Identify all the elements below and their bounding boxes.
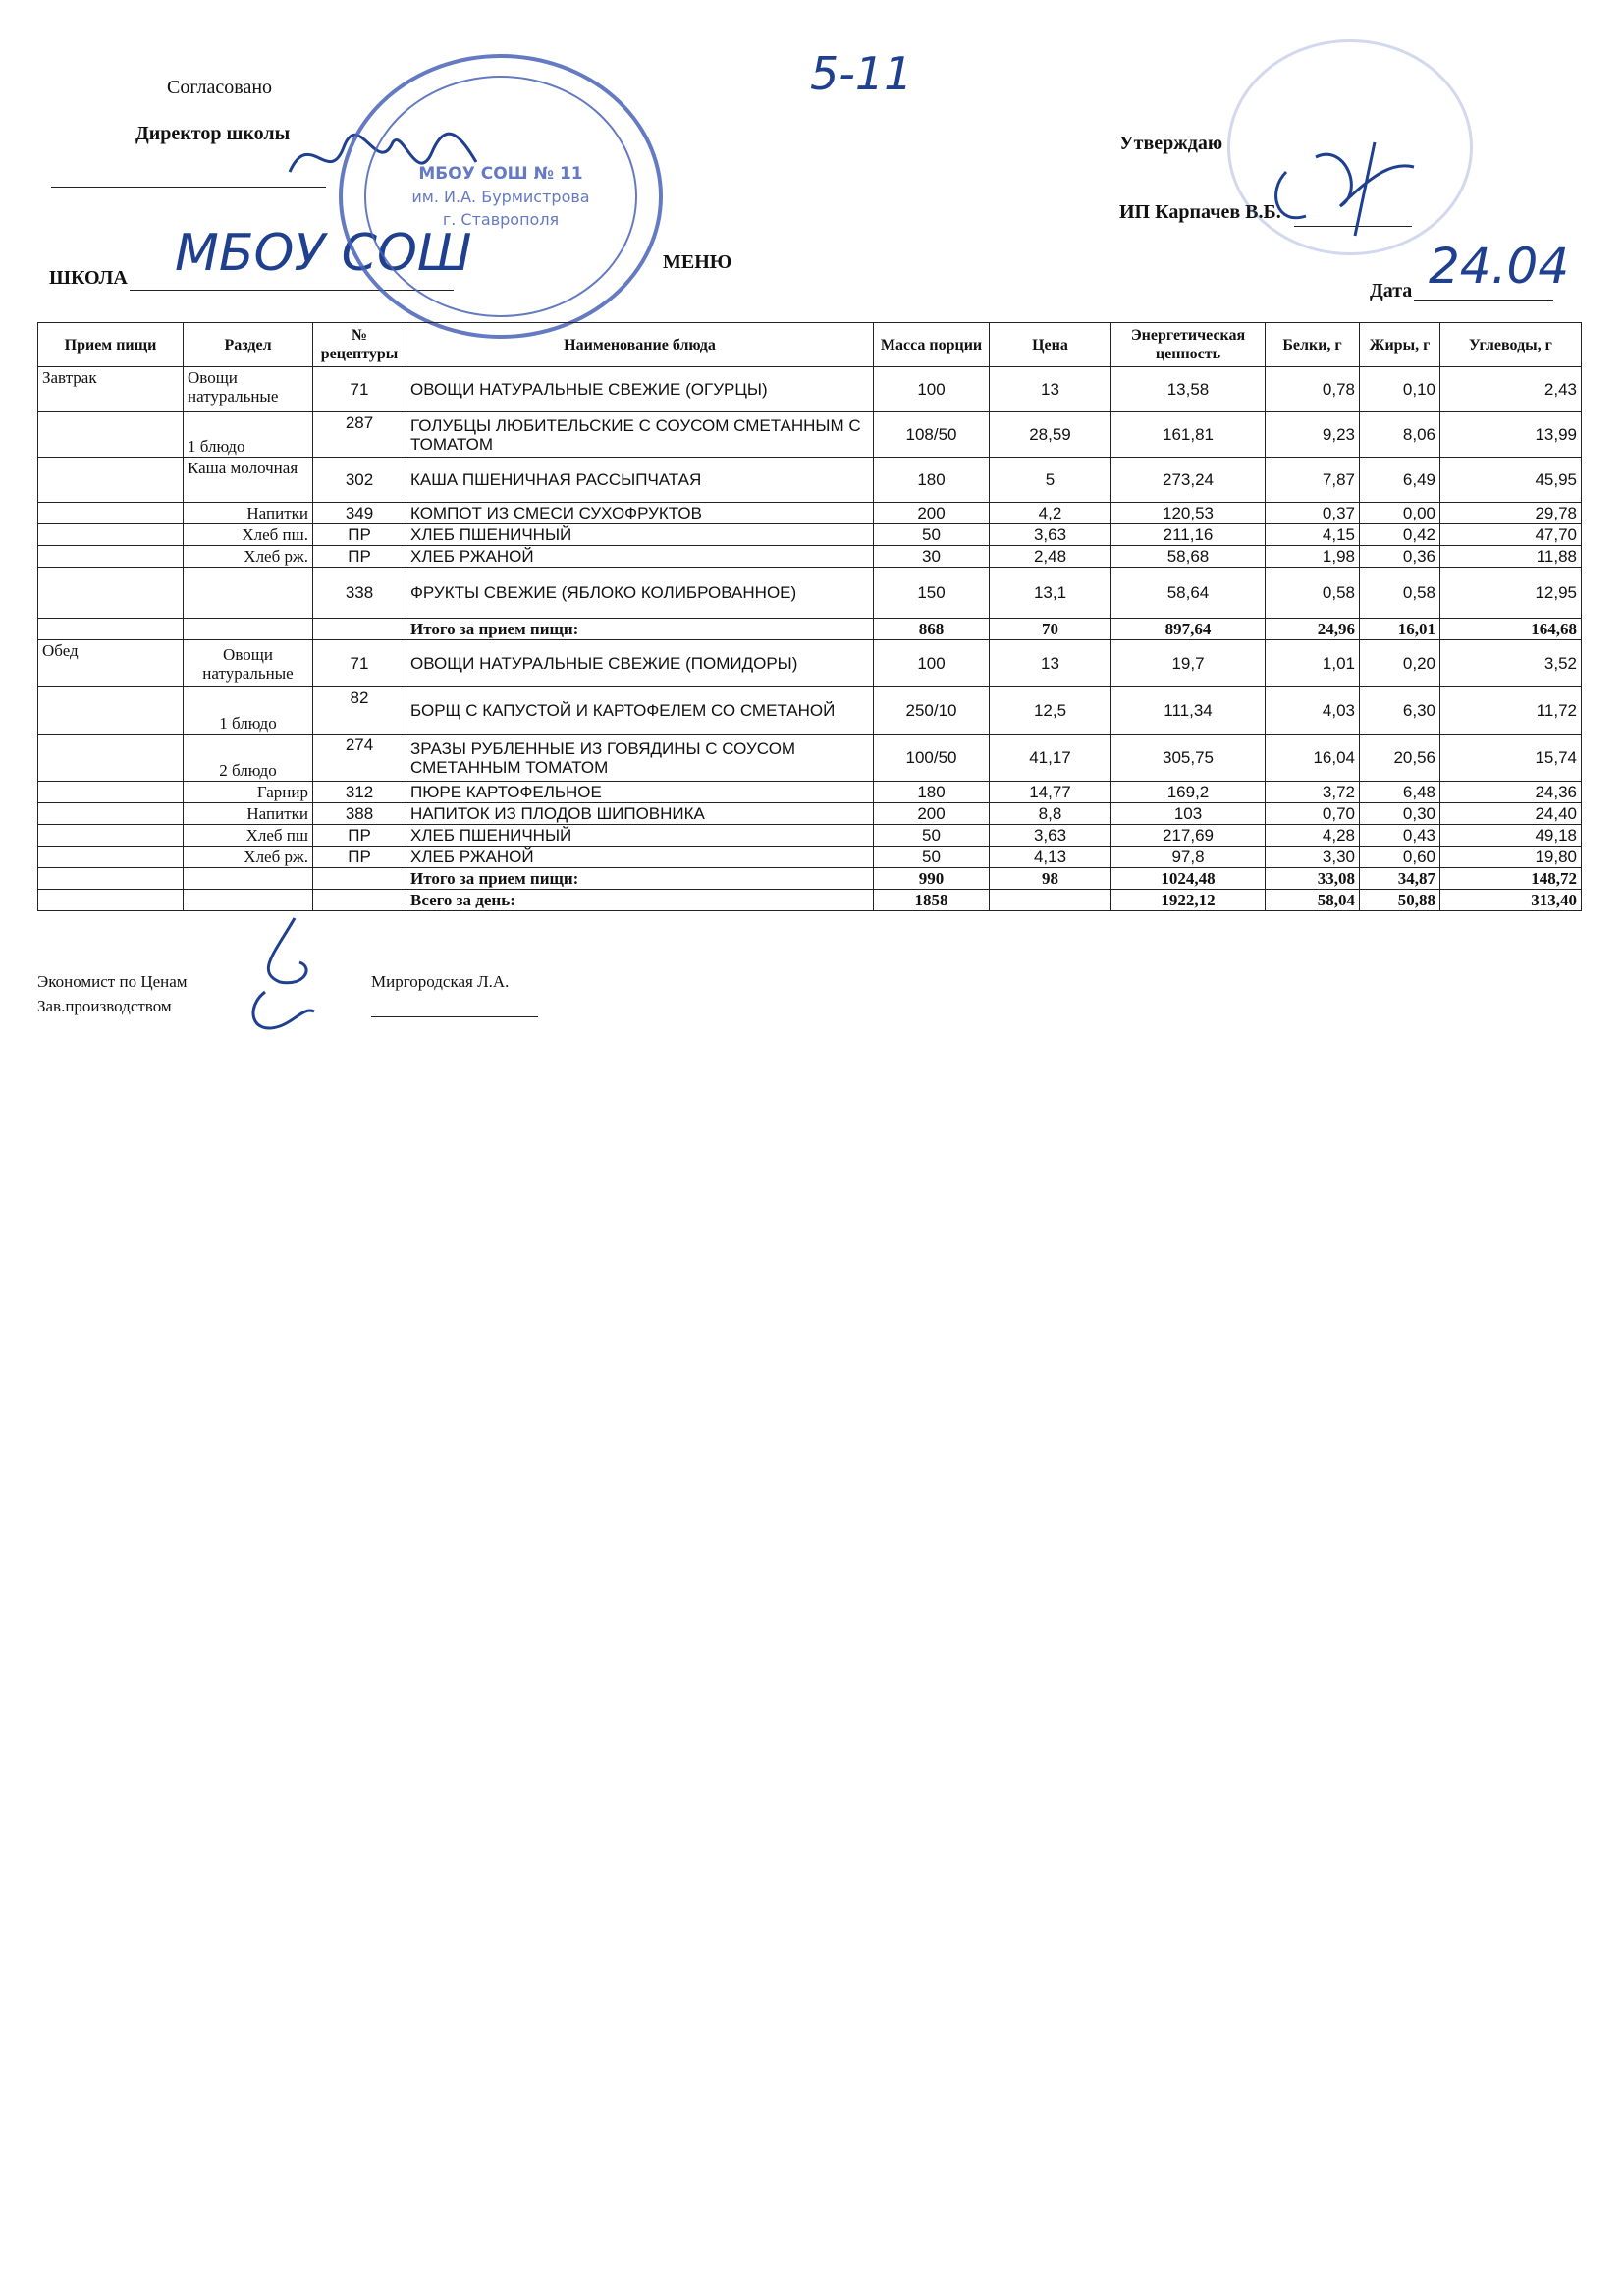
mass-cell: 100/50 [874,735,990,782]
day-total-energy: 1922,12 [1111,890,1266,911]
meal-lunch: Обед [38,640,184,687]
carbs-cell: 45,95 [1440,458,1582,503]
recipe-cell: ПР [313,825,406,847]
fat-cell: 0,42 [1360,524,1440,546]
energy-cell: 111,34 [1111,687,1266,735]
ip-label: ИП Карпачев В.Б. [1119,201,1281,223]
protein-cell: 0,37 [1266,503,1360,524]
school-stamp [339,54,663,339]
fat-cell: 6,48 [1360,782,1440,803]
price-cell: 28,59 [990,412,1111,458]
school-label: ШКОЛА [49,267,128,289]
dish-cell: КАША ПШЕНИЧНАЯ РАССЫПЧАТАЯ [406,458,874,503]
recipe-cell: 302 [313,458,406,503]
price-cell: 13 [990,640,1111,687]
mass-cell: 108/50 [874,412,990,458]
total-energy: 1024,48 [1111,868,1266,890]
dish-cell: ПЮРЕ КАРТОФЕЛЬНОЕ [406,782,874,803]
school-handwritten: МБОУ СОШ [175,224,472,283]
energy-cell: 58,64 [1111,568,1266,619]
dish-cell: ГОЛУБЦЫ ЛЮБИТЕЛЬСКИЕ С СОУСОМ СМЕТАННЫМ С ТОМАТОМ [406,412,874,458]
recipe-cell: 274 [313,735,406,782]
lunch-total-row [38,868,1582,890]
stamp-line3: г. Ставрополя [442,210,560,229]
protein-cell: 0,70 [1266,803,1360,825]
total-energy: 897,64 [1111,619,1266,640]
table-row [38,803,1582,825]
table-row [38,503,1582,524]
energy-cell: 273,24 [1111,458,1266,503]
protein-cell: 9,23 [1266,412,1360,458]
recipe-cell: 349 [313,503,406,524]
economist-label: Экономист по Ценам [37,972,188,991]
carbs-cell: 29,78 [1440,503,1582,524]
price-cell: 14,77 [990,782,1111,803]
dish-cell: ФРУКТЫ СВЕЖИЕ (ЯБЛОКО КОЛИБРОВАННОЕ) [406,568,874,619]
table-row [38,640,1582,687]
section-cell: Гарнир [184,782,313,803]
protein-cell: 3,72 [1266,782,1360,803]
table-row [38,546,1582,568]
agreed-label: Согласовано [167,77,273,98]
section-cell: Хлеб рж. [184,546,313,568]
section-cell: 2 блюдо [184,735,313,782]
recipe-cell: 82 [313,687,406,735]
fat-cell: 0,43 [1360,825,1440,847]
total-label: Итого за прием пищи: [406,619,874,640]
mass-cell: 100 [874,640,990,687]
recipe-cell: 338 [313,568,406,619]
fat-cell: 0,20 [1360,640,1440,687]
fat-cell: 0,00 [1360,503,1440,524]
price-cell: 3,63 [990,825,1111,847]
total-protein: 33,08 [1266,868,1360,890]
meal-breakfast: Завтрак [38,367,184,412]
fat-cell: 20,56 [1360,735,1440,782]
total-price: 98 [990,868,1111,890]
dish-cell: ХЛЕБ РЖАНОЙ [406,546,874,568]
table-header-row [38,323,1582,367]
total-fat: 34,87 [1360,868,1440,890]
fat-cell: 6,49 [1360,458,1440,503]
economist-signature [236,913,334,1041]
table-row [38,412,1582,458]
day-total-protein: 58,04 [1266,890,1360,911]
protein-cell: 4,15 [1266,524,1360,546]
table-row [38,458,1582,503]
mass-cell: 180 [874,458,990,503]
recipe-cell: 388 [313,803,406,825]
dish-cell: КОМПОТ ИЗ СМЕСИ СУХОФРУКТОВ [406,503,874,524]
section-cell: Напитки [184,803,313,825]
price-cell: 41,17 [990,735,1111,782]
stamp-line1: МБОУ СОШ № 11 [418,164,583,184]
recipe-cell: 287 [313,412,406,458]
section-cell: Хлеб рж. [184,847,313,868]
approve-label: Утверждаю [1119,133,1223,154]
carbs-cell: 15,74 [1440,735,1582,782]
col-mass: Масса порции [874,323,990,367]
table-row [38,367,1582,412]
table-row [38,782,1582,803]
stamp-line2: им. И.А. Бурмистрова [411,188,590,206]
date-label: Дата [1370,280,1413,301]
carbs-cell: 24,36 [1440,782,1582,803]
recipe-cell: 71 [313,367,406,412]
dish-cell: ЗРАЗЫ РУБЛЕННЫЕ ИЗ ГОВЯДИНЫ С СОУСОМ СМЕТАННЫМ ТОМАТОМ [406,735,874,782]
day-total-row [38,890,1582,911]
section-cell: Хлеб пш [184,825,313,847]
total-protein: 24,96 [1266,619,1360,640]
director-label: Директор школы [135,123,291,144]
breakfast-total-row [38,619,1582,640]
dish-cell: ОВОЩИ НАТУРАЛЬНЫЕ СВЕЖИЕ (ОГУРЦЫ) [406,367,874,412]
fat-cell: 0,36 [1360,546,1440,568]
energy-cell: 58,68 [1111,546,1266,568]
section-cell: Овощи натуральные [184,640,313,687]
price-cell: 8,8 [990,803,1111,825]
carbs-cell: 3,52 [1440,640,1582,687]
carbs-cell: 12,95 [1440,568,1582,619]
mass-cell: 200 [874,503,990,524]
mass-cell: 180 [874,782,990,803]
table-row [38,568,1582,619]
mass-cell: 200 [874,803,990,825]
mass-cell: 50 [874,847,990,868]
ip-stamp [1227,39,1473,255]
col-recipe: № рецептуры [313,323,406,367]
total-label: Итого за прием пищи: [406,868,874,890]
col-carbs: Углеводы, г [1440,323,1582,367]
carbs-cell: 2,43 [1440,367,1582,412]
section-cell: Овощи натуральные [184,367,313,412]
mass-cell: 150 [874,568,990,619]
protein-cell: 1,98 [1266,546,1360,568]
col-energy: Энергетическая ценность [1111,323,1266,367]
section-cell: 1 блюдо [184,412,313,458]
carbs-cell: 47,70 [1440,524,1582,546]
fat-cell: 6,30 [1360,687,1440,735]
energy-cell: 211,16 [1111,524,1266,546]
energy-cell: 120,53 [1111,503,1266,524]
price-cell: 5 [990,458,1111,503]
protein-cell: 4,28 [1266,825,1360,847]
recipe-cell: 312 [313,782,406,803]
mass-cell: 100 [874,367,990,412]
production-label: Зав.производством [37,997,172,1015]
section-cell [184,568,313,619]
dish-cell: ХЛЕБ ПШЕНИЧНЫЙ [406,524,874,546]
price-cell: 13,1 [990,568,1111,619]
carbs-cell: 11,72 [1440,687,1582,735]
col-meal: Прием пищи [38,323,184,367]
recipe-cell: ПР [313,847,406,868]
energy-cell: 19,7 [1111,640,1266,687]
price-cell: 12,5 [990,687,1111,735]
day-total-price [990,890,1111,911]
recipe-cell: ПР [313,546,406,568]
protein-cell: 0,58 [1266,568,1360,619]
table-row [38,735,1582,782]
protein-cell: 0,78 [1266,367,1360,412]
section-cell: Каша молочная [184,458,313,503]
dish-cell: ХЛЕБ ПШЕНИЧНЫЙ [406,825,874,847]
fat-cell: 0,30 [1360,803,1440,825]
section-cell: Напитки [184,503,313,524]
table-row [38,825,1582,847]
carbs-cell: 11,88 [1440,546,1582,568]
total-carbs: 164,68 [1440,619,1582,640]
mass-cell: 50 [874,524,990,546]
total-price: 70 [990,619,1111,640]
day-total-label: Всего за день: [406,890,874,911]
price-cell: 2,48 [990,546,1111,568]
recipe-cell: ПР [313,524,406,546]
carbs-cell: 19,80 [1440,847,1582,868]
col-section: Раздел [184,323,313,367]
carbs-cell: 24,40 [1440,803,1582,825]
date-line [1414,300,1553,301]
menu-table [37,322,1582,911]
col-name: Наименование блюда [406,323,874,367]
total-mass: 868 [874,619,990,640]
fat-cell: 0,10 [1360,367,1440,412]
date-handwritten: 24.04 [1429,238,1570,295]
energy-cell: 305,75 [1111,735,1266,782]
protein-cell: 16,04 [1266,735,1360,782]
total-mass: 990 [874,868,990,890]
protein-cell: 7,87 [1266,458,1360,503]
dish-cell: БОРЩ С КАПУСТОЙ И КАРТОФЕЛЕМ СО СМЕТАНОЙ [406,687,874,735]
energy-cell: 13,58 [1111,367,1266,412]
table-row [38,687,1582,735]
production-signature-line [371,1016,538,1017]
col-protein: Белки, г [1266,323,1360,367]
carbs-cell: 49,18 [1440,825,1582,847]
production-name: Миргородская Л.А. [371,972,510,991]
grade-handwritten: 5-11 [810,47,913,100]
energy-cell: 169,2 [1111,782,1266,803]
protein-cell: 3,30 [1266,847,1360,868]
total-carbs: 148,72 [1440,868,1582,890]
price-cell: 4,13 [990,847,1111,868]
protein-cell: 1,01 [1266,640,1360,687]
col-fat: Жиры, г [1360,323,1440,367]
price-cell: 3,63 [990,524,1111,546]
energy-cell: 97,8 [1111,847,1266,868]
day-total-carbs: 313,40 [1440,890,1582,911]
table-row [38,847,1582,868]
dish-cell: ХЛЕБ РЖАНОЙ [406,847,874,868]
total-fat: 16,01 [1360,619,1440,640]
energy-cell: 103 [1111,803,1266,825]
energy-cell: 217,69 [1111,825,1266,847]
energy-cell: 161,81 [1111,412,1266,458]
day-total-fat: 50,88 [1360,890,1440,911]
section-cell: 1 блюдо [184,687,313,735]
price-cell: 13 [990,367,1111,412]
dish-cell: НАПИТОК ИЗ ПЛОДОВ ШИПОВНИКА [406,803,874,825]
day-total-mass: 1858 [874,890,990,911]
protein-cell: 4,03 [1266,687,1360,735]
mass-cell: 250/10 [874,687,990,735]
fat-cell: 0,60 [1360,847,1440,868]
carbs-cell: 13,99 [1440,412,1582,458]
menu-title: МЕНЮ [663,251,732,273]
mass-cell: 30 [874,546,990,568]
section-cell: Хлеб пш. [184,524,313,546]
recipe-cell: 71 [313,640,406,687]
fat-cell: 0,58 [1360,568,1440,619]
mass-cell: 50 [874,825,990,847]
table-row [38,524,1582,546]
price-cell: 4,2 [990,503,1111,524]
fat-cell: 8,06 [1360,412,1440,458]
col-price: Цена [990,323,1111,367]
dish-cell: ОВОЩИ НАТУРАЛЬНЫЕ СВЕЖИЕ (ПОМИДОРЫ) [406,640,874,687]
